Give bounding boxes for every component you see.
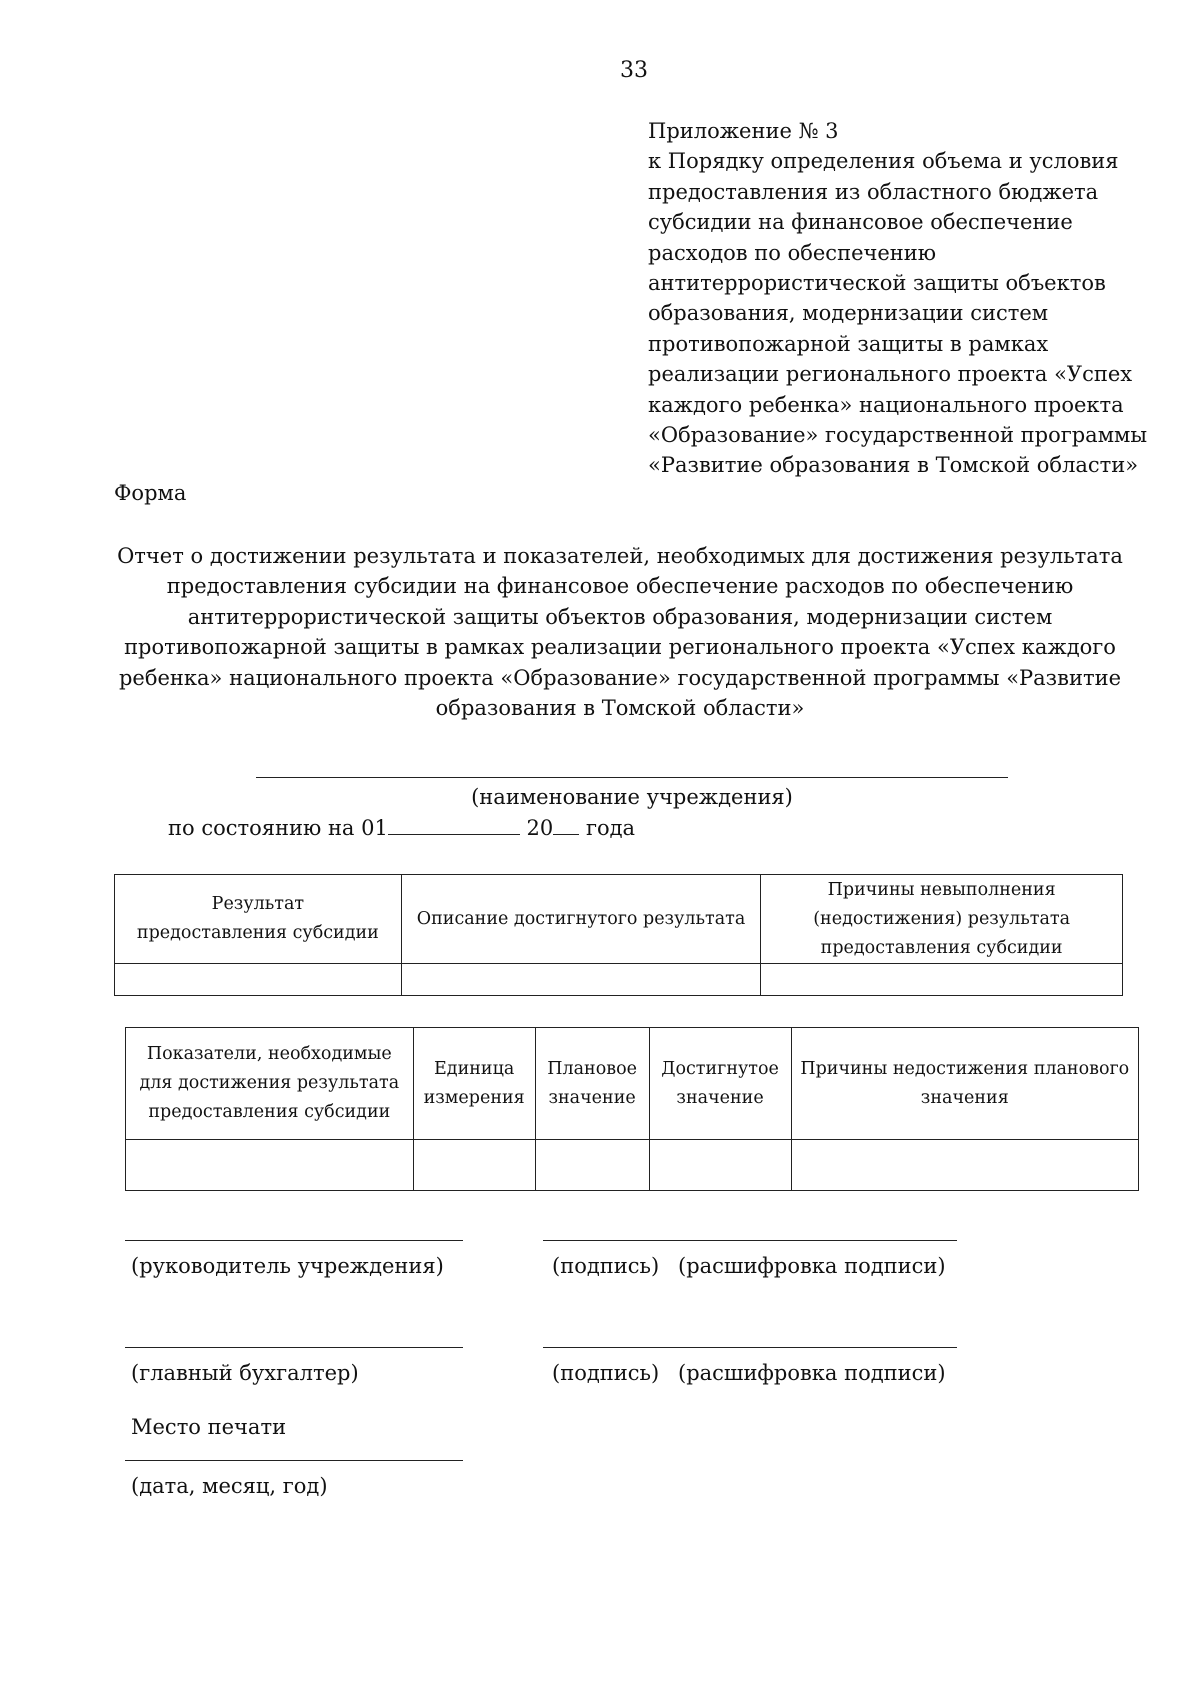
as-of-date [168,814,635,840]
table-cell[interactable] [413,1140,535,1191]
title-line: предоставления субсидии на финансовое обеспечение расходов по обеспечению [166,574,1074,599]
result-table [114,874,1123,996]
appendix-line: к Порядку определения объема и условия [648,149,1119,174]
column-header: Плановое значение [535,1028,649,1140]
head-decode-label: (расшифровка подписи) [678,1254,946,1278]
column-header: Достигнутое значение [649,1028,791,1140]
table-cell[interactable] [761,964,1123,996]
accountant-decode-label: (расшифровка подписи) [678,1361,946,1385]
head-signature-field[interactable] [543,1240,957,1241]
as-of-year-field[interactable] [553,814,579,835]
accountant-sign-label: (подпись) [552,1361,660,1385]
head-name-field[interactable] [125,1240,463,1241]
title-line: ребенка» национального проекта «Образование» государственной программы «Развитие [118,665,1122,690]
table-cell[interactable] [649,1140,791,1191]
page-number: 33 [620,58,648,83]
title-line: антитеррористической защиты объектов образования, модернизации систем [187,604,1053,629]
appendix-line: каждого ребенка» национального проекта [648,392,1124,417]
appendix-line: противопожарной защиты в рамках [648,331,1049,356]
column-header: Единица измерения [413,1028,535,1140]
table-cell[interactable] [791,1140,1138,1191]
table-row [115,964,1123,996]
appendix-header [648,116,1147,481]
title-line: противопожарной защиты в рамках реализации регионального проекта «Успех каждого [124,635,1116,660]
as-of-prefix: по состоянию на 01 [168,816,388,840]
table-cell[interactable] [535,1140,649,1191]
stamp-place-label: Место печати [131,1415,287,1439]
institution-name-field[interactable] [256,777,1008,778]
accountant-name-field[interactable] [125,1347,463,1348]
appendix-line: «Образование» государственной программы [648,423,1148,448]
column-header: Показатели, необходимые для достижения результата предоставления субсидии [126,1028,414,1140]
accountant-role-label: (главный бухгалтер) [131,1361,359,1385]
accountant-signature-field[interactable] [543,1347,957,1348]
institution-name-label: (наименование учреждения) [471,785,793,809]
form-label: Форма [114,481,187,505]
title-line: Отчет о достижении результата и показателей, необходимых для достижения результата [117,544,1123,568]
appendix-line: «Развитие образования в Томской области» [648,453,1139,478]
as-of-year-prefix: 20 [526,816,554,840]
appendix-line: предоставления из областного бюджета [648,179,1099,204]
head-sign-label: (подпись) [552,1254,660,1278]
appendix-line: образования, модернизации систем [648,301,1049,326]
column-header: Причины недостижения планового значения [791,1028,1138,1140]
head-role-label: (руководитель учреждения) [131,1254,444,1278]
title-line: образования в Томской области» [435,696,805,721]
as-of-month-field[interactable] [388,814,520,835]
appendix-line: Приложение № 3 [648,119,839,143]
column-header: Причины невыполнения (недостижения) результата предоставления субсидии [761,875,1123,964]
date-label: (дата, месяц, год) [131,1474,328,1498]
report-title [114,541,1126,723]
appendix-line: расходов по обеспечению [648,240,937,265]
appendix-line: антитеррористической защиты объектов [648,271,1106,296]
column-header: Описание достигнутого результата [401,875,760,964]
table-row [126,1140,1139,1191]
appendix-line: реализации регионального проекта «Успех [648,362,1133,387]
appendix-line: субсидии на финансовое обеспечение [648,210,1073,235]
column-header: Результат предоставления субсидии [115,875,402,964]
table-cell[interactable] [115,964,402,996]
date-field[interactable] [125,1460,463,1461]
table-header-row [115,875,1123,964]
as-of-suffix: года [585,816,636,840]
table-cell[interactable] [401,964,760,996]
indicators-table [125,1027,1139,1191]
table-header-row [126,1028,1139,1140]
table-cell[interactable] [126,1140,414,1191]
